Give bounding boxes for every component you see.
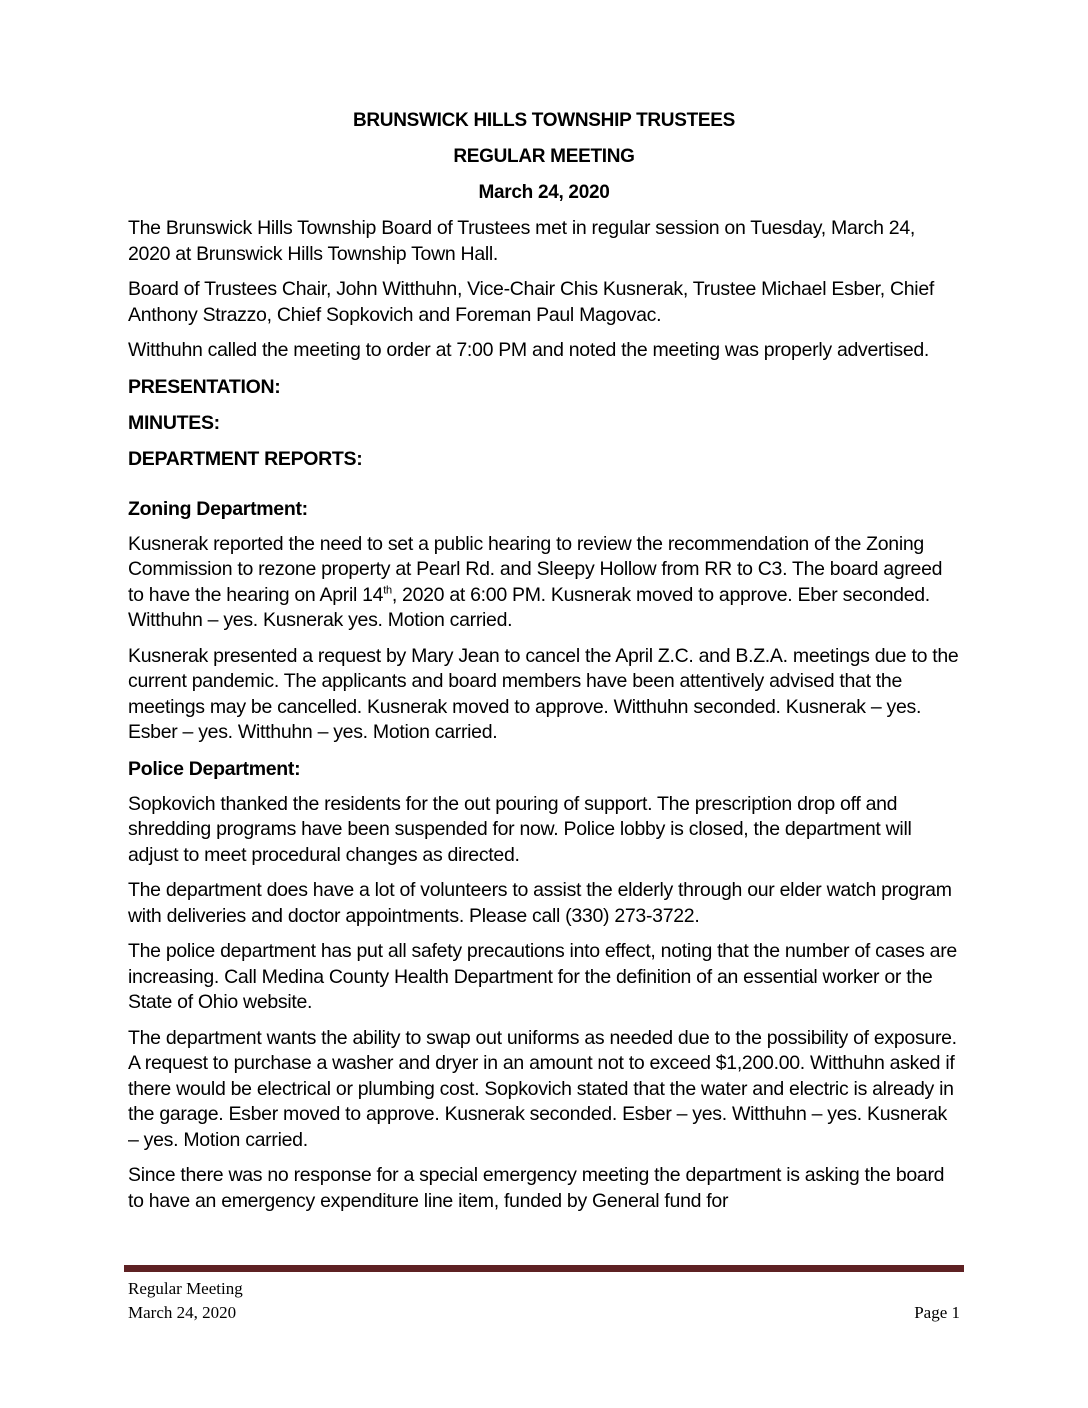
footer-meeting-label: Regular Meeting — [128, 1279, 243, 1298]
zoning-paragraph-2: Kusnerak presented a request by Mary Jean to cancel the April Z.C. and B.Z.A. meetings due to the current pandemic. The applicants and board members have been attentively advised that the meetings may be cancelled. Kusnerak moved to approve. Witthuhn seconded. Kusnerak – yes. Esber – yes. Witthuhn – yes. Motion carried. — [128, 644, 959, 743]
document-body — [128, 108, 960, 1224]
police-paragraph: Since there was no response for a special emergency meeting the department is asking the board to have an emergency expenditure line item, funded by General fund for — [128, 1164, 945, 1212]
police-paragraph: The police department has put all safety precautions into effect, noting that the number of cases are increasing. Call Medina County Health Department for the definition of an essential worker or the State of Ohio website. — [128, 940, 957, 1013]
zoning-paragraph-1 — [128, 532, 960, 634]
ordinal-suffix: th — [383, 584, 392, 596]
footer-date: March 24, 2020 — [128, 1303, 237, 1322]
call-to-order-paragraph: Witthuhn called the meeting to order at 7:00 PM and noted the meeting was properly advertised. — [128, 339, 930, 361]
zoning-department-heading: Zoning Department: — [128, 497, 308, 520]
department-reports-heading: DEPARTMENT REPORTS: — [128, 447, 363, 470]
attendance-paragraph: Board of Trustees Chair, John Witthuhn, Vice-Chair Chis Kusnerak, Trustee Michael Esber, Chief Anthony Strazzo, Chief Sopkovich and Foreman Paul Magovac. — [128, 278, 934, 326]
meeting-type-title: REGULAR MEETING — [453, 146, 635, 167]
zoning-p1-text: Kusnerak reported the need to set a public hearing to review the recommendation of the Zoning Commission to rezone property at Pearl Rd. and Sleepy Hollow from RR to C3. The board agreed to have the hearing on April 14 — [128, 532, 943, 606]
page-footer — [128, 1277, 960, 1325]
meeting-date-title: March 24, 2020 — [478, 182, 610, 203]
org-title: BRUNSWICK HILLS TOWNSHIP TRUSTEES — [352, 110, 736, 131]
police-paragraph: Sopkovich thanked the residents for the out pouring of support. The prescription drop off and shredding programs have been suspended for now. Police lobby is closed, the department will adjust to meet procedural changes as directed. — [128, 792, 912, 866]
police-paragraph: The department wants the ability to swap out uniforms as needed due to the possibility of exposure. A request to purchase a washer and dryer in an amount not to exceed $1,200.00. Witthuhn asked if there would be electrical or plumbing cost. Sopkovich stated that the water and electric is already in the garage. Esber moved to approve. Kusnerak seconded. Esber – yes. Witthuhn – yes. Kusnerak – yes. Motion carried. — [128, 1026, 957, 1151]
minutes-heading: MINUTES: — [128, 411, 220, 434]
police-paragraph: The department does have a lot of volunteers to assist the elderly through our elder watch program with deliveries and doctor appointments. Please call (330) 273-3722. — [128, 879, 952, 927]
page-number: Page 1 — [914, 1303, 960, 1322]
presentation-heading: PRESENTATION: — [128, 375, 281, 398]
police-department-heading: Police Department: — [128, 757, 301, 780]
footer-divider — [124, 1265, 964, 1272]
intro-paragraph: The Brunswick Hills Township Board of Trustees met in regular session on Tuesday, March 24, 2020 at Brunswick Hills Township Town Hall. — [128, 217, 916, 265]
zoning-p1-text-cont: , 2020 at 6:00 PM. Kusnerak moved to approve. Eber seconded. Witthuhn – yes. Kusnerak yes. Motion carried. — [128, 583, 930, 631]
